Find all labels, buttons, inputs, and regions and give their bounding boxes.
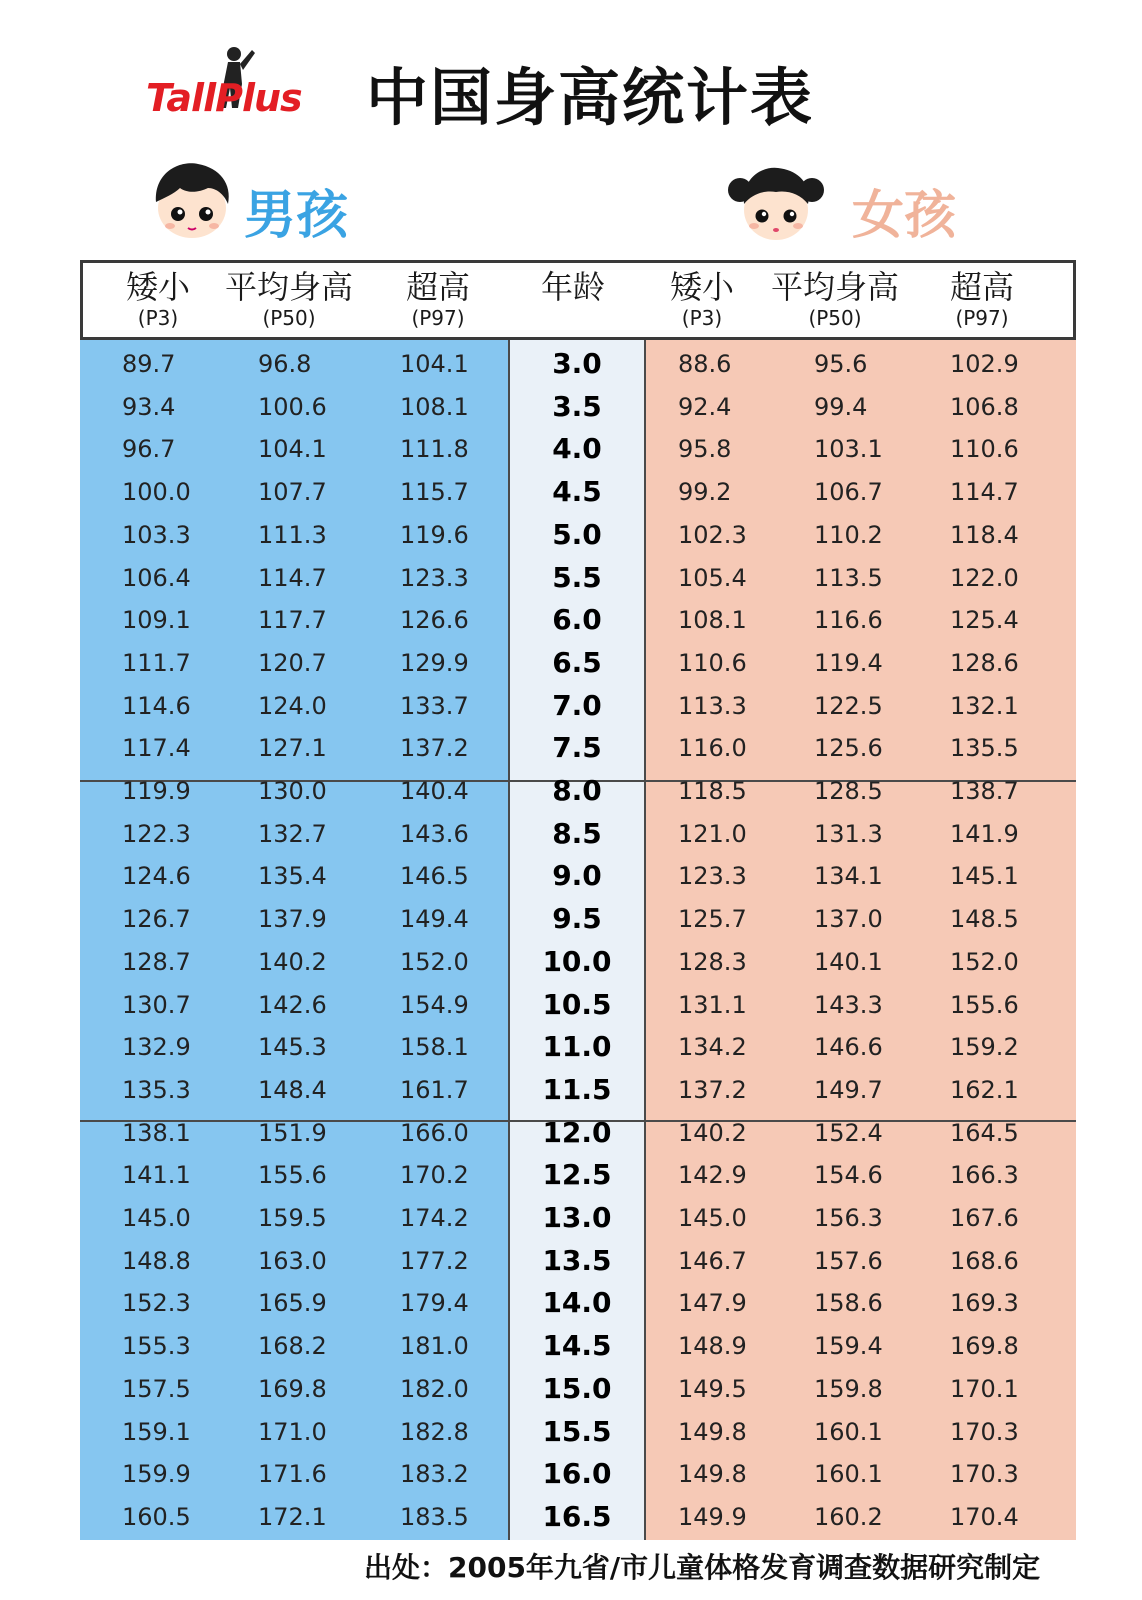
- boy-value-cell: 104.1: [258, 435, 327, 464]
- boy-tall-header: 超高 (P97): [405, 268, 470, 330]
- girl-value-cell: 170.1: [950, 1374, 1019, 1403]
- boy-value-cell: 115.7: [400, 478, 469, 507]
- source-note: 出处：2005年九省/市儿童体格发育调查数据研究制定: [364, 1551, 1041, 1584]
- boy-avg-header: 平均身高 (P50): [224, 268, 353, 330]
- boy-value-cell: 114.7: [258, 563, 327, 592]
- girl-value-cell: 160.1: [814, 1417, 883, 1446]
- boy-value-cell: 145.0: [122, 1204, 191, 1232]
- girl-value-cell: 92.4: [678, 392, 732, 421]
- age-cell: 7.5: [552, 731, 602, 765]
- table-row: [0, 1197, 1142, 1240]
- girl-value-cell: 142.9: [678, 1161, 747, 1190]
- boy-value-cell: 174.2: [400, 1204, 469, 1232]
- table-row: [0, 855, 1142, 898]
- table-row: [0, 685, 1142, 728]
- boy-value-cell: 111.8: [400, 435, 469, 464]
- girl-value-cell: 114.7: [950, 478, 1019, 507]
- girl-face-icon: [728, 160, 824, 244]
- boy-value-cell: 108.1: [400, 392, 469, 421]
- boy-face-icon: [150, 158, 234, 242]
- age-cell: 11.0: [542, 1030, 612, 1064]
- girl-value-cell: 95.8: [678, 435, 732, 464]
- boy-value-cell: 170.2: [400, 1161, 469, 1190]
- age-cell: 7.0: [552, 688, 602, 722]
- boy-value-cell: 130.7: [122, 990, 191, 1019]
- table-row: [0, 1282, 1142, 1325]
- boy-value-cell: 132.7: [258, 819, 327, 848]
- boy-value-cell: 182.0: [400, 1374, 469, 1403]
- girl-value-cell: 152.4: [814, 1118, 883, 1147]
- boy-value-cell: 181.0: [400, 1332, 469, 1361]
- age-header: 年龄: [540, 268, 605, 306]
- boy-value-cell: 171.6: [258, 1460, 327, 1489]
- boy-value-cell: 126.6: [400, 606, 469, 635]
- girl-value-cell: 102.3: [678, 520, 747, 549]
- girl-value-cell: 131.3: [814, 819, 883, 848]
- boy-value-cell: 154.9: [400, 990, 469, 1019]
- girl-value-cell: 147.9: [678, 1289, 747, 1318]
- boy-value-cell: 117.4: [122, 734, 191, 763]
- girl-value-cell: 170.3: [950, 1417, 1019, 1446]
- girl-value-cell: 169.3: [950, 1289, 1019, 1318]
- girl-value-cell: 158.6: [814, 1289, 883, 1318]
- table-row: [0, 642, 1142, 685]
- girl-value-cell: 145.1: [950, 862, 1019, 891]
- girl-value-cell: 156.3: [814, 1204, 883, 1232]
- boy-value-cell: 120.7: [258, 648, 327, 677]
- boy-value-cell: 183.2: [400, 1460, 469, 1489]
- boy-value-cell: 179.4: [400, 1289, 469, 1318]
- boy-value-cell: 142.6: [258, 990, 327, 1019]
- boy-value-cell: 171.0: [258, 1417, 327, 1446]
- boy-value-cell: 93.4: [122, 392, 176, 421]
- boy-value-cell: 111.3: [258, 520, 327, 549]
- girl-value-cell: 146.6: [814, 1033, 883, 1062]
- table-row: [0, 984, 1142, 1027]
- girl-value-cell: 110.6: [950, 435, 1019, 464]
- girl-value-cell: 105.4: [678, 563, 747, 592]
- girl-value-cell: 119.4: [814, 648, 883, 677]
- girl-value-cell: 154.6: [814, 1161, 883, 1190]
- boy-value-cell: 155.3: [122, 1332, 191, 1361]
- girl-value-cell: 162.1: [950, 1075, 1019, 1104]
- boy-value-cell: 146.5: [400, 862, 469, 891]
- girl-value-cell: 103.1: [814, 435, 883, 464]
- girl-value-cell: 131.1: [678, 990, 747, 1019]
- age-cell: 11.5: [542, 1072, 612, 1106]
- girl-value-cell: 123.3: [678, 862, 747, 891]
- girl-value-cell: 128.6: [950, 648, 1019, 677]
- boy-value-cell: 140.2: [258, 947, 327, 976]
- girl-avg-header: 平均身高 (P50): [770, 268, 899, 330]
- boy-value-cell: 96.7: [122, 435, 176, 464]
- girl-value-cell: 148.9: [678, 1332, 747, 1361]
- girl-value-cell: 159.4: [814, 1332, 883, 1361]
- girl-value-cell: 149.8: [678, 1460, 747, 1489]
- girl-value-cell: 164.5: [950, 1118, 1019, 1147]
- girl-value-cell: 149.9: [678, 1502, 747, 1531]
- table-row: [0, 1069, 1142, 1112]
- boy-value-cell: 160.5: [122, 1502, 191, 1531]
- age-cell: 15.5: [542, 1414, 612, 1448]
- girl-value-cell: 95.6: [814, 350, 868, 378]
- girl-value-cell: 106.8: [950, 392, 1019, 421]
- age-cell: 8.0: [552, 774, 602, 807]
- girl-value-cell: 99.2: [678, 478, 732, 507]
- boy-value-cell: 129.9: [400, 648, 469, 677]
- boy-value-cell: 124.6: [122, 862, 191, 891]
- girl-value-cell: 110.6: [678, 648, 747, 677]
- age-cell: 15.0: [542, 1371, 612, 1405]
- table-row: [0, 898, 1142, 941]
- boy-value-cell: 104.1: [400, 350, 469, 378]
- boy-value-cell: 107.7: [258, 478, 327, 507]
- boy-value-cell: 149.4: [400, 905, 469, 934]
- boy-value-cell: 123.3: [400, 563, 469, 592]
- age-cell: 16.5: [542, 1499, 612, 1533]
- age-cell: 14.5: [542, 1329, 612, 1363]
- boy-value-cell: 137.9: [258, 905, 327, 934]
- table-row: [0, 386, 1142, 429]
- girl-value-cell: 128.5: [814, 777, 883, 805]
- boy-value-cell: 177.2: [400, 1246, 469, 1275]
- boy-value-cell: 143.6: [400, 819, 469, 848]
- table-row: [0, 1240, 1142, 1283]
- table-row: [0, 514, 1142, 557]
- age-cell: 12.5: [542, 1158, 612, 1192]
- girl-value-cell: 125.7: [678, 905, 747, 934]
- girl-value-cell: 159.2: [950, 1033, 1019, 1062]
- boy-value-cell: 145.3: [258, 1033, 327, 1062]
- girl-value-cell: 125.6: [814, 734, 883, 763]
- girl-value-cell: 116.6: [814, 606, 883, 635]
- table-row: [0, 1154, 1142, 1197]
- girl-value-cell: 137.2: [678, 1075, 747, 1104]
- table-row: [0, 1026, 1142, 1069]
- boy-value-cell: 140.4: [400, 777, 469, 805]
- girl-value-cell: 157.6: [814, 1246, 883, 1275]
- girl-value-cell: 121.0: [678, 819, 747, 848]
- age-cell: 12.0: [542, 1115, 612, 1149]
- table-row: [0, 1411, 1142, 1454]
- girl-value-cell: 134.1: [814, 862, 883, 891]
- boy-value-cell: 165.9: [258, 1289, 327, 1318]
- boy-value-cell: 157.5: [122, 1374, 191, 1403]
- girl-value-cell: 170.4: [950, 1502, 1019, 1531]
- girl-value-cell: 132.1: [950, 691, 1019, 720]
- age-cell: 8.5: [552, 816, 602, 850]
- girl-label: 女孩: [852, 186, 957, 246]
- table-row: [0, 941, 1142, 984]
- boy-value-cell: 182.8: [400, 1417, 469, 1446]
- boy-value-cell: 103.3: [122, 520, 191, 549]
- boy-value-cell: 159.5: [258, 1204, 327, 1232]
- table-row: [0, 1453, 1142, 1496]
- boy-value-cell: 100.6: [258, 392, 327, 421]
- table-row: [0, 813, 1142, 856]
- age-cell: 6.5: [552, 645, 602, 679]
- girl-value-cell: 143.3: [814, 990, 883, 1019]
- boy-value-cell: 166.0: [400, 1118, 469, 1147]
- boy-value-cell: 100.0: [122, 478, 191, 507]
- boy-value-cell: 155.6: [258, 1161, 327, 1190]
- girl-value-cell: 146.7: [678, 1246, 747, 1275]
- age-cell: 10.5: [542, 987, 612, 1021]
- girl-value-cell: 118.5: [678, 777, 747, 805]
- age-cell: 4.5: [552, 475, 602, 509]
- table-row: [0, 1325, 1142, 1368]
- table-row: [0, 1368, 1142, 1411]
- girl-value-cell: 106.7: [814, 478, 883, 507]
- age-cell: 3.5: [552, 389, 602, 423]
- girl-value-cell: 149.8: [678, 1417, 747, 1446]
- table-row: [0, 599, 1142, 642]
- boy-short-header: 矮小 (P3): [125, 268, 190, 330]
- boy-value-cell: 117.7: [258, 606, 327, 635]
- table-row: [0, 1496, 1142, 1539]
- boy-value-cell: 127.1: [258, 734, 327, 763]
- girl-value-cell: 108.1: [678, 606, 747, 635]
- age-cell: 6.0: [552, 603, 602, 637]
- boy-value-cell: 159.9: [122, 1460, 191, 1489]
- tallplus-logo: [146, 44, 336, 124]
- boy-value-cell: 141.1: [122, 1161, 191, 1190]
- girl-value-cell: 128.3: [678, 947, 747, 976]
- girl-value-cell: 134.2: [678, 1033, 747, 1062]
- girl-value-cell: 118.4: [950, 520, 1019, 549]
- boy-value-cell: 130.0: [258, 777, 327, 805]
- boy-value-cell: 119.6: [400, 520, 469, 549]
- girl-value-cell: 166.3: [950, 1161, 1019, 1190]
- logo-text: TallPlus: [146, 76, 302, 120]
- girl-value-cell: 170.3: [950, 1460, 1019, 1489]
- age-cell: 16.0: [542, 1457, 612, 1491]
- girl-value-cell: 149.7: [814, 1075, 883, 1104]
- girl-value-cell: 99.4: [814, 392, 868, 421]
- girl-value-cell: 152.0: [950, 947, 1019, 976]
- girl-value-cell: 167.6: [950, 1204, 1019, 1232]
- boy-value-cell: 183.5: [400, 1502, 469, 1531]
- table-row: [0, 343, 1142, 386]
- girl-short-header: 矮小 (P3): [669, 268, 734, 330]
- boy-value-cell: 169.8: [258, 1374, 327, 1403]
- girl-value-cell: 125.4: [950, 606, 1019, 635]
- boy-value-cell: 163.0: [258, 1246, 327, 1275]
- boy-value-cell: 135.3: [122, 1075, 191, 1104]
- boy-value-cell: 89.7: [122, 350, 176, 378]
- boy-value-cell: 96.8: [258, 350, 312, 378]
- girl-value-cell: 110.2: [814, 520, 883, 549]
- girl-value-cell: 148.5: [950, 905, 1019, 934]
- boy-value-cell: 124.0: [258, 691, 327, 720]
- girl-value-cell: 160.1: [814, 1460, 883, 1489]
- girl-value-cell: 155.6: [950, 990, 1019, 1019]
- boy-value-cell: 148.8: [122, 1246, 191, 1275]
- boy-value-cell: 132.9: [122, 1033, 191, 1062]
- boy-label: 男孩: [244, 186, 349, 246]
- girl-value-cell: 137.0: [814, 905, 883, 934]
- boy-value-cell: 122.3: [122, 819, 191, 848]
- boy-value-cell: 138.1: [122, 1118, 191, 1147]
- age-cell: 10.0: [542, 944, 612, 978]
- age-cell: 3.0: [552, 347, 602, 380]
- boy-value-cell: 119.9: [122, 777, 191, 805]
- boy-value-cell: 126.7: [122, 905, 191, 934]
- girl-value-cell: 135.5: [950, 734, 1019, 763]
- boy-value-cell: 159.1: [122, 1417, 191, 1446]
- girl-value-cell: 88.6: [678, 350, 732, 378]
- girl-value-cell: 169.8: [950, 1332, 1019, 1361]
- page-title: 中国身高统计表: [366, 61, 815, 134]
- boy-value-cell: 151.9: [258, 1118, 327, 1147]
- age-cell: 9.0: [552, 859, 602, 893]
- boy-value-cell: 158.1: [400, 1033, 469, 1062]
- girl-value-cell: 145.0: [678, 1204, 747, 1232]
- girl-tall-header: 超高 (P97): [949, 268, 1014, 330]
- boy-value-cell: 161.7: [400, 1075, 469, 1104]
- table-row: [0, 727, 1142, 770]
- girl-value-cell: 122.5: [814, 691, 883, 720]
- table-row: [0, 770, 1142, 813]
- girl-value-cell: 160.2: [814, 1502, 883, 1531]
- age-cell: 4.0: [552, 432, 602, 466]
- boy-value-cell: 148.4: [258, 1075, 327, 1104]
- girl-value-cell: 138.7: [950, 777, 1019, 805]
- boy-value-cell: 114.6: [122, 691, 191, 720]
- age-cell: 5.0: [552, 517, 602, 551]
- girl-value-cell: 141.9: [950, 819, 1019, 848]
- boy-value-cell: 133.7: [400, 691, 469, 720]
- boy-value-cell: 172.1: [258, 1502, 327, 1531]
- boy-value-cell: 111.7: [122, 648, 191, 677]
- table-row: [0, 428, 1142, 471]
- boy-value-cell: 152.0: [400, 947, 469, 976]
- boy-value-cell: 152.3: [122, 1289, 191, 1318]
- boy-value-cell: 109.1: [122, 606, 191, 635]
- table-row: [0, 471, 1142, 514]
- age-cell: 5.5: [552, 560, 602, 594]
- girl-value-cell: 159.8: [814, 1374, 883, 1403]
- table-row: [0, 557, 1142, 600]
- age-cell: 13.5: [542, 1243, 612, 1277]
- boy-value-cell: 168.2: [258, 1332, 327, 1361]
- girl-value-cell: 102.9: [950, 350, 1019, 378]
- girl-value-cell: 140.2: [678, 1118, 747, 1147]
- boy-value-cell: 106.4: [122, 563, 191, 592]
- girl-value-cell: 122.0: [950, 563, 1019, 592]
- boy-value-cell: 137.2: [400, 734, 469, 763]
- girl-value-cell: 113.5: [814, 563, 883, 592]
- table-row: [0, 1112, 1142, 1155]
- girl-value-cell: 113.3: [678, 691, 747, 720]
- girl-value-cell: 116.0: [678, 734, 747, 763]
- age-cell: 13.0: [542, 1201, 612, 1234]
- girl-value-cell: 140.1: [814, 947, 883, 976]
- girl-value-cell: 149.5: [678, 1374, 747, 1403]
- girl-value-cell: 168.6: [950, 1246, 1019, 1275]
- age-cell: 14.0: [542, 1286, 612, 1320]
- table-header: [80, 260, 1076, 340]
- boy-value-cell: 128.7: [122, 947, 191, 976]
- boy-value-cell: 135.4: [258, 862, 327, 891]
- age-cell: 9.5: [552, 902, 602, 936]
